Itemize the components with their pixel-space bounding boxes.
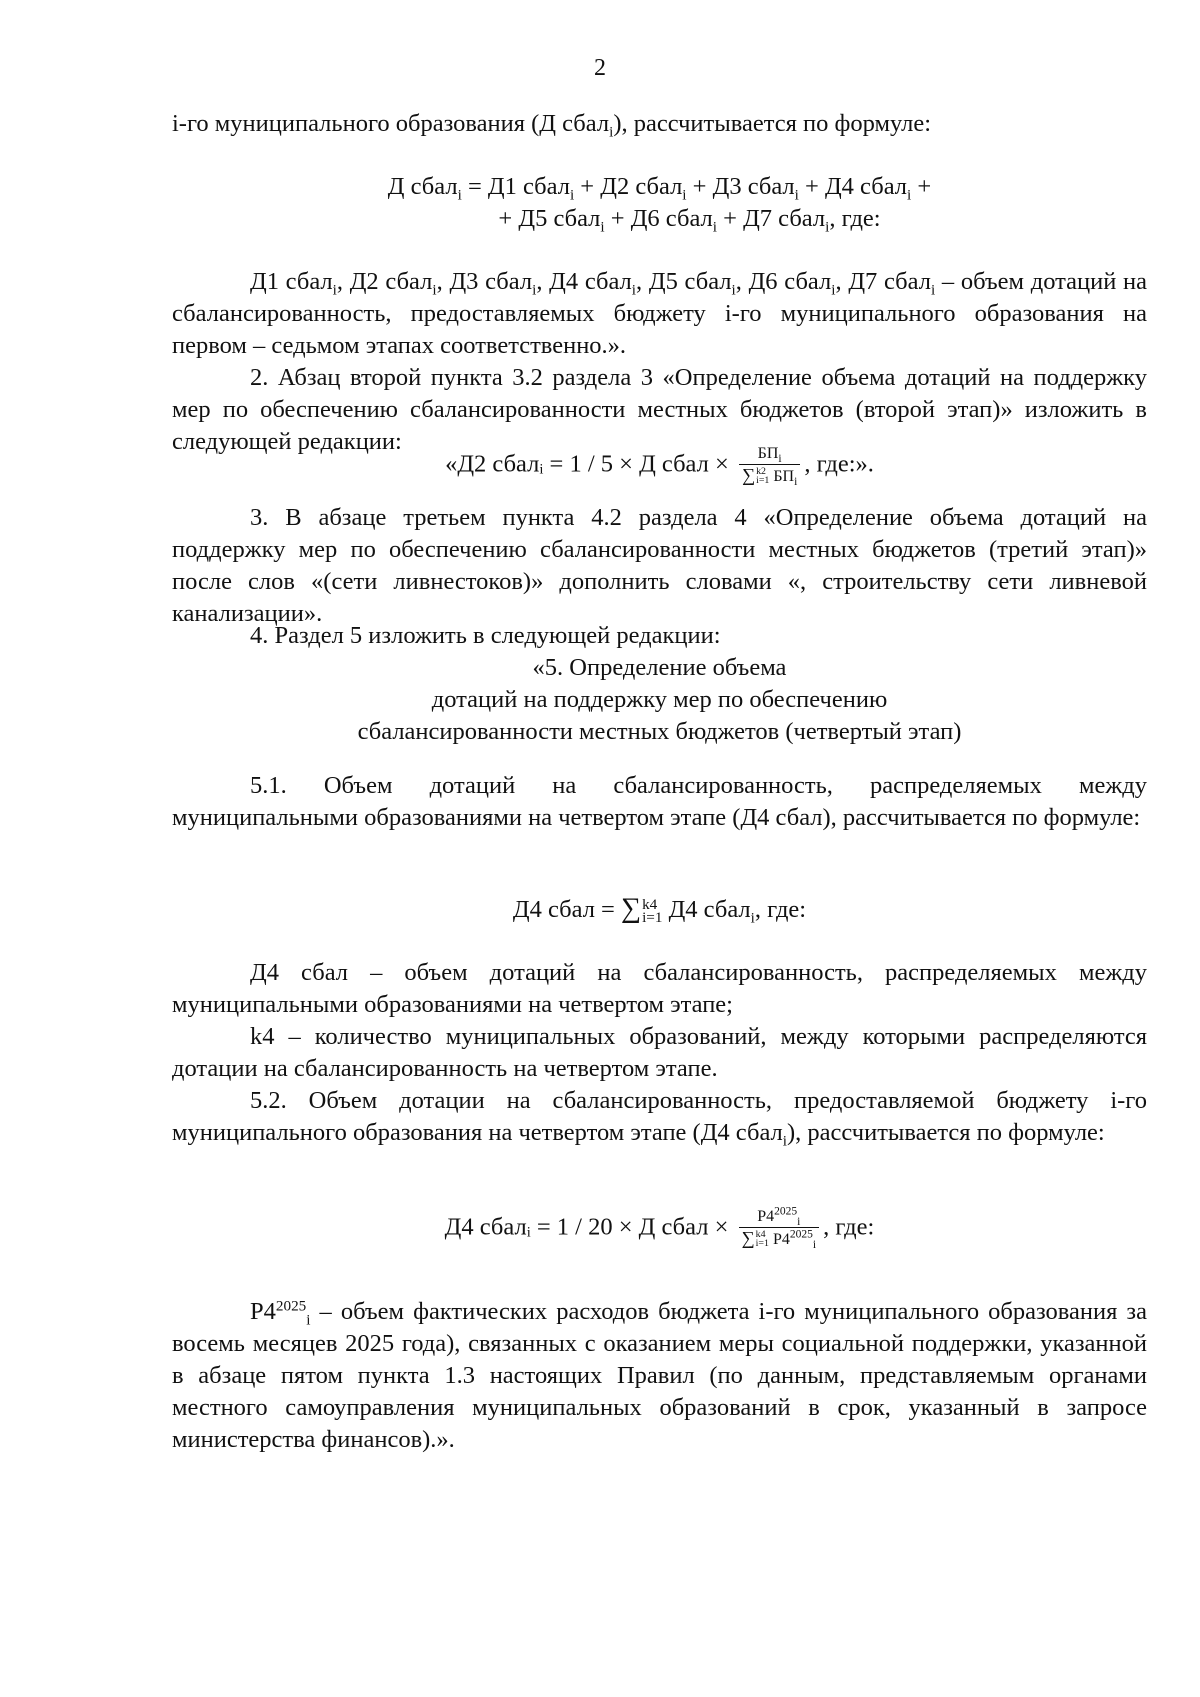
paragraph-5-1: 5.1. Объем дотаций на сбалансированность, распределяемых между муниципальными образованиями на четвертом этапе (Д4 сбал), рассчитывается по формуле: <box>172 772 1147 831</box>
section-5-heading-line3: сбалансированности местных бюджетов (четвертый этап) <box>357 718 962 745</box>
intro-line: i-го муниципального образования (Д сбал$_i$), рассчитывается по формуле: <box>172 110 932 141</box>
definition-d4: Д4 сбал – объем дотаций на сбалансированность, распределяемых между муниципальными образованиями на четвертом этапе; <box>172 959 1147 1018</box>
definition-p4: $P4^{2025}_i$ – объем фактических расходов бюджета i-го муниципального образования за восемь месяцев 2025 года), связанных с оказанием меры социальной поддержки, указанной в абзаце пятом пункта 1.3 настоящих Правил (по данным, представляемым органами местного самоуправления муниципальных образований в срок, указанный в запросе министерства финансов).». <box>172 1297 1147 1453</box>
item-4-paragraph: 4. Раздел 5 изложить в следующей редакции: <box>250 622 721 649</box>
item-3-paragraph: 3. В абзаце третьем пункта 4.2 раздела 4 «Определение объема дотаций на поддержку мер по обеспечению сбалансированности местных бюджетов (третий этап)» после слов «(сети ливнестоков)» дополнить словами «, строительству сети ливневой канализации». <box>172 504 1147 627</box>
paragraph-5-2: 5.2. Объем дотации на сбалансированность, предоставляемой бюджету i-го муниципального образования на четвертом этапе (Д4 сбал$_i$), рассчитывается по формуле: <box>172 1087 1147 1150</box>
definition-k4: k4 – количество муниципальных образований, между которыми распределяются дотации на сбалансированность на четвертом этапе. <box>172 1023 1147 1082</box>
formula-d4-fraction: $P4^{2025}_i$ ∑ k4 i=1 $P4^{2025}_i$ <box>739 1208 820 1249</box>
section-5-heading-line1: «5. Определение объема <box>532 654 787 681</box>
formula-d2-sbal: «Д2 сбалᵢ = 1 / 5 × Д сбал × $БП_i$ ∑ k2 i=1 $БП_i$ , где:». <box>445 445 874 489</box>
formula-d-sbal-line1: Д сбал$_i$ = Д1 сбал$_i$ + Д2 сбал$_i$ + Д3 сбал$_i$ + Д4 сбал$_i$ + <box>387 173 932 204</box>
formula-d2-fraction: $БП_i$ ∑ k2 i=1 $БП_i$ <box>739 445 800 486</box>
page-number: 2 <box>594 55 606 81</box>
formula-d-sbal-line2: + Д5 сбал$_i$ + Д6 сбал$_i$ + Д7 сбал$_i$, где: <box>498 205 881 236</box>
formula-d4-sbal-sum: Д4 сбал = ∑ k4 i=1 Д4 сбал$_i$, где: <box>512 893 807 927</box>
definition-d1-d7: Д1 сбал$_i$, Д2 сбал$_i$, Д3 сбал$_i$, Д4 сбал$_i$, Д5 сбал$_i$, Д6 сбал$_i$, Д7 сбал$_i$ – объем дотаций на сбалансированность, предоставляемых бюджету i-го муниципального образования на первом – седьмом этапах соответственно.». <box>172 268 1148 359</box>
section-5-heading <box>172 652 1147 748</box>
section-5-heading-line2: дотаций на поддержку мер по обеспечению <box>431 686 888 713</box>
formula-d4-sbal-i: Д4 сбалᵢ = 1 / 20 × Д сбал × $P4^{2025}_i$ ∑ k4 i=1 $P4^{2025}_i$ , где: <box>444 1205 875 1252</box>
item-2-paragraph: 2. Абзац второй пункта 3.2 раздела 3 «Определение объема дотаций на поддержку мер по обеспечению сбалансированности местных бюджетов (второй этап)» изложить в следующей редакции: <box>172 364 1147 455</box>
